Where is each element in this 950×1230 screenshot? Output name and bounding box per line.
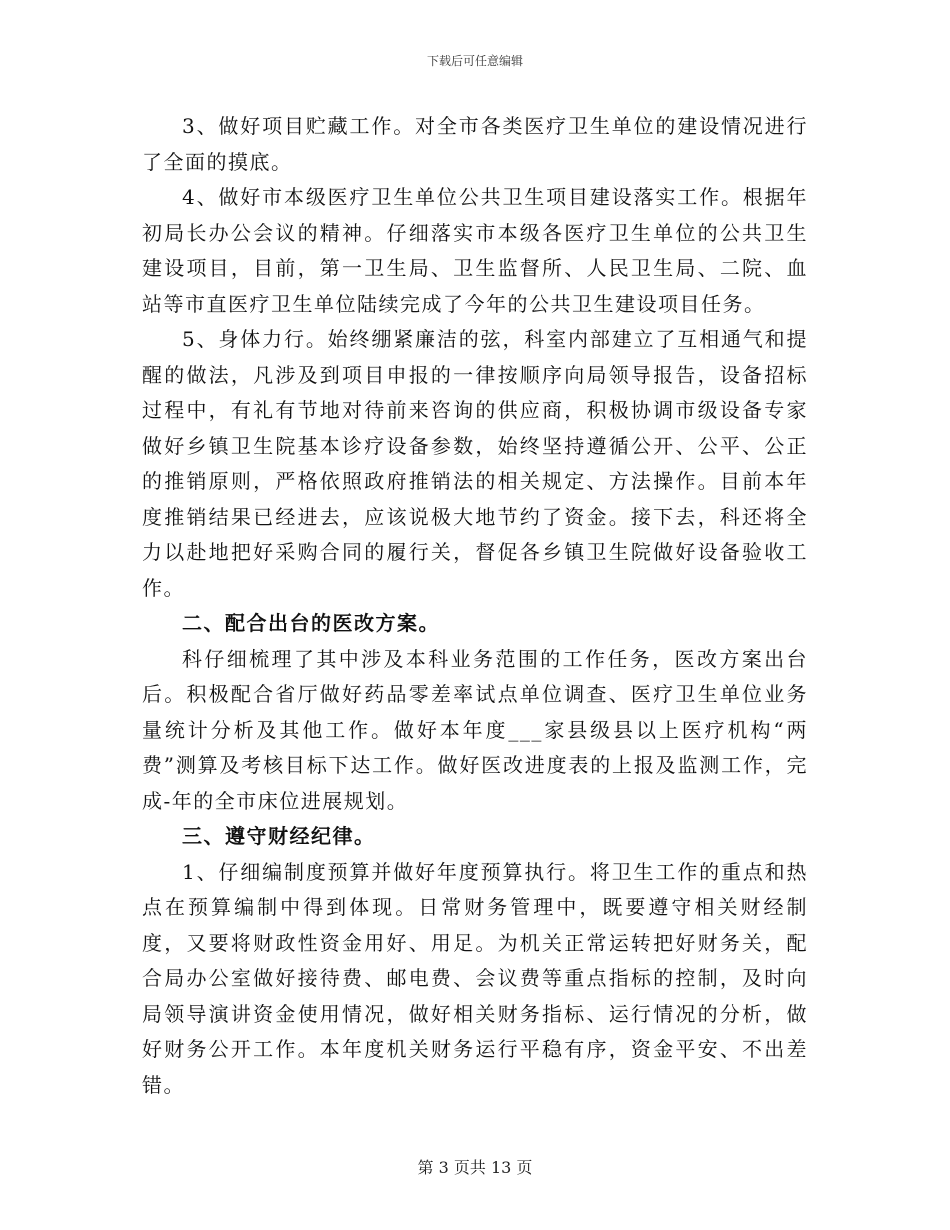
paragraph-medical-reform: 科仔细梳理了其中涉及本科业务范围的工作任务，医改方案出台后。积极配合省厅做好药品零差率试点单位调查、医疗卫生单位业务量统计分析及其他工作。做好本年度___家县级县以上医疗机构“两费”测算及考核目标下达工作。做好医改进度表的上报及监测工作，完成-年的全市床位进展规划。 xyxy=(142,646,808,813)
document-body xyxy=(142,109,808,1103)
page-header: 下载后可任意编辑 xyxy=(426,54,523,68)
paragraph-budget: 1、仔细编制度预算并做好年度预算执行。将卫生工作的重点和热点在预算编制中得到体现。日常财务管理中，既要遵守相关财经制度，又要将财政性资金用好、用足。为机关正常运转把好财务关，配合局办公室做好接待费、邮电费、会议费等重点指标的控制，及时向局领导演讲资金使用情况，做好相关财务指标、运行情况的分析，做好财务公开工作。本年度机关财务运行平稳有序，资金平安、不出差错。 xyxy=(142,859,808,1097)
paragraph-item-5: 5、身体力行。始终绷紧廉洁的弦，科室内部建立了互相通气和提醒的做法，凡涉及到项目申报的一律按顺序向局领导报告，设备招标过程中，有礼有节地对待前来咨询的供应商，积极协调市级设备专家做好乡镇卫生院基本诊疗设备参数，始终坚持遵循公开、公平、公正的推销原则，严格依照政府推销法的相关规定、方法操作。目前本年度推销结果已经进去，应该说极大地节约了资金。接下去，科还将全力以赴地把好采购合同的履行关，督促各乡镇卫生院做好设备验收工作。 xyxy=(142,327,808,600)
page-number-footer: 第 3 页共 13 页 xyxy=(417,1158,533,1177)
paragraph-item-4: 4、做好市本级医疗卫生单位公共卫生项目建设落实工作。根据年初局长办公会议的精神。仔细落实市本级各医疗卫生单位的公共卫生建设项目，目前，第一卫生局、卫生监督所、人民卫生局、二院、血站等市直医疗卫生单位陆续完成了今年的公共卫生建设项目任务。 xyxy=(142,185,808,316)
section-heading-3: 三、遵守财经纪律。 xyxy=(182,824,376,848)
section-heading-2: 二、配合出台的医改方案。 xyxy=(182,611,440,635)
paragraph-item-3: 3、做好项目贮藏工作。对全市各类医疗卫生单位的建设情况进行了全面的摸底。 xyxy=(142,114,808,174)
